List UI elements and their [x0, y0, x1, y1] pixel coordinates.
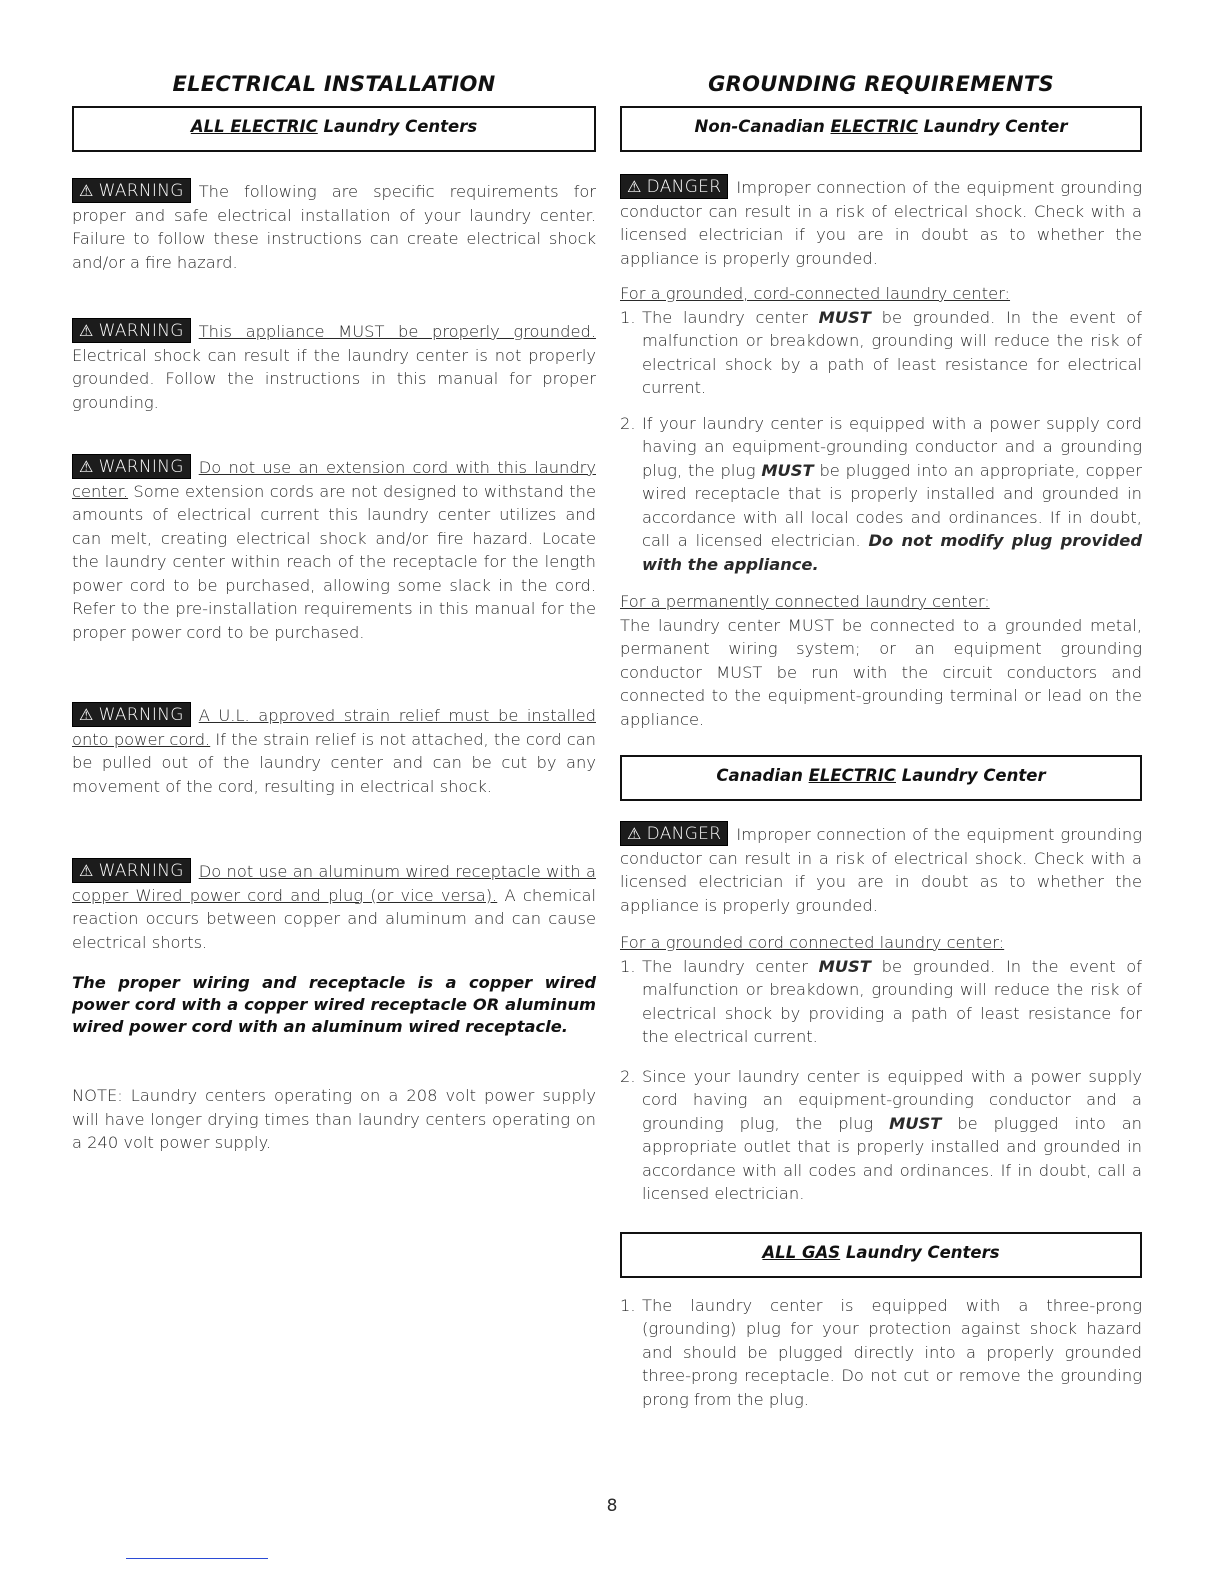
warning-triangle-icon: ⚠ — [627, 177, 642, 196]
danger-paragraph-2 — [620, 821, 1142, 917]
section-heading-electrical-installation: ELECTRICAL INSTALLATION — [172, 72, 496, 96]
right-column — [620, 72, 1142, 1411]
warning-badge: ⚠ WARNING — [72, 702, 191, 727]
warning-paragraph-5 — [72, 858, 596, 954]
warning-triangle-icon: ⚠ — [79, 321, 94, 340]
grounded-cord-list — [620, 306, 1142, 577]
page-number: 8 — [606, 1496, 618, 1516]
danger-badge: ⚠ DANGER — [620, 174, 728, 199]
warning-5-underlined: Do not use an aluminum wired receptacle with a copper Wired power cord and plug (or vice versa). — [72, 862, 596, 905]
warning-badge: ⚠ WARNING — [72, 858, 191, 883]
warning-paragraph-2 — [72, 318, 596, 414]
warning-3-underlined: Do not use an extension cord with this laundry center. — [72, 458, 596, 501]
list-item: 1. The laundry center MUST be grounded. In the event of malfunction or breakdown, grounding will reduce the risk of electrical shock by a path of least resistance for electrical current. — [620, 307, 1143, 397]
box-header-all-gas: ALL GAS Laundry Centers — [620, 1232, 1142, 1278]
subheading-permanent: For a permanently connected laundry center: — [620, 592, 990, 611]
warning-4-text: If the strain relief is not attached, the cord can be pulled out of the laundry center and can be cut by any movement of the cord, resulting in electrical shock. — [72, 729, 596, 796]
footer-rule — [126, 1558, 268, 1559]
warning-paragraph-4 — [72, 702, 596, 798]
list-item: 2. Since your laundry center is equipped with a power supply cord having an equipment-grounding conductor and a grounding plug, the plug MUST be plugged into an appropriate outlet that is properly installed and grounded in accordance with all codes and ordinances. If in doubt, call a licensed electrician. — [620, 1066, 1142, 1203]
warning-5-text: A chemical reaction occurs between copper and aluminum and can cause electrical shorts. — [72, 885, 596, 952]
warning-badge: ⚠ WARNING — [72, 454, 191, 479]
subheading-grounded-cord-canadian: For a grounded cord connected laundry center: — [620, 933, 1005, 952]
danger-badge: ⚠ DANGER — [620, 821, 728, 846]
list-item: 2. If your laundry center is equipped with a power supply cord having an equipment-grounding conductor and a grounding plug, the plug MUST be plugged into an appropriate, copper wired receptacle that is properly installed and grounded in accordance with all local codes and ordinances. If in doubt, call a licensed electrician. Do not modify plug provided with the appliance. — [620, 413, 1142, 574]
warning-badge: ⚠ WARNING — [72, 318, 191, 343]
warning-paragraph-1 — [72, 178, 596, 274]
warning-1-text: The following are specific requirements for proper and safe electrical installation of your laundry center. Failure to follow these instructions can create electrical shock and/or a fire hazard. — [72, 182, 596, 272]
canadian-list — [620, 955, 1142, 1206]
warning-triangle-icon: ⚠ — [79, 705, 94, 724]
warning-paragraph-3 — [72, 454, 596, 644]
danger-paragraph-1 — [620, 174, 1142, 270]
box-header-all-electric — [72, 106, 596, 152]
box-header-underlined: ALL ELECTRIC — [190, 117, 318, 136]
section-heading-grounding-requirements: GROUNDING REQUIREMENTS — [708, 72, 1054, 96]
warning-triangle-icon: ⚠ — [627, 824, 642, 843]
box-header-rest: Laundry Centers — [317, 117, 478, 136]
warning-4-underlined: A U.L. approved strain relief must be installed onto power cord. — [72, 706, 596, 749]
warning-2-text: Electrical shock can result if the laundry center is not properly grounded. Follow the instructions in this manual for proper grounding. — [72, 345, 596, 412]
wiring-statement: The proper wiring and receptacle is a copper wired power cord with a copper wired receptacle OR aluminum wired power cord with an aluminum wired receptacle. — [72, 973, 596, 1036]
danger-1-text: Improper connection of the equipment grounding conductor can result in a risk of electrical shock. Check with a licensed electrician if you are in doubt as to whether the appliance is properly grounded. — [620, 178, 1142, 268]
list-item: 1. The laundry center MUST be grounded. In the event of malfunction or breakdown, grounding will reduce the risk of electrical shock by providing a path of least resistance for the electrical current. — [620, 956, 1143, 1046]
subheading-grounded-cord: For a grounded, cord-connected laundry center: — [620, 284, 1011, 303]
left-column — [72, 72, 596, 1155]
warning-3-text: Some extension cords are not designed to withstand the amounts of electrical current this laundry center utilizes and can melt, creating electrical shock and/or fire hazard. Locate the laundry center within reach of the receptacle for the length power cord to be purchased, allowing some slack in the cord. Refer to the pre-installation requirements in this manual for the proper power cord to be purchased. — [72, 481, 596, 642]
list-item: 1. The laundry center is equipped with a three-prong (grounding) plug for your protection against shock hazard and should be plugged directly into a properly grounded three-prong receptacle. Do not cut or remove the grounding prong from the plug. — [620, 1295, 1142, 1409]
box-header-canadian: Canadian ELECTRIC Laundry Center — [620, 755, 1142, 801]
permanent-connection-text: The laundry center MUST be connected to a grounded metal, permanent wiring system; or an equipment grounding conductor MUST be run with the circuit conductors and connected to the equipment-grounding terminal or lead on the appliance. — [620, 615, 1142, 729]
warning-triangle-icon: ⚠ — [79, 457, 94, 476]
danger-2-text: Improper connection of the equipment grounding conductor can result in a risk of electrical shock. Check with a licensed electrician if you are in doubt as to whether the appliance is properly grounded. — [620, 825, 1142, 915]
warning-triangle-icon: ⚠ — [79, 181, 94, 200]
warning-badge: ⚠ WARNING — [72, 178, 191, 203]
note-paragraph: NOTE: Laundry centers operating on a 208 volt power supply will have longer drying times than laundry centers operating on a 240 volt power supply. — [72, 1086, 596, 1152]
box-header-non-canadian: Non-Canadian ELECTRIC Laundry Center — [620, 106, 1142, 152]
warning-triangle-icon: ⚠ — [79, 861, 94, 880]
gas-list — [620, 1294, 1142, 1412]
warning-2-underlined: This appliance MUST be properly grounded. — [198, 322, 596, 341]
